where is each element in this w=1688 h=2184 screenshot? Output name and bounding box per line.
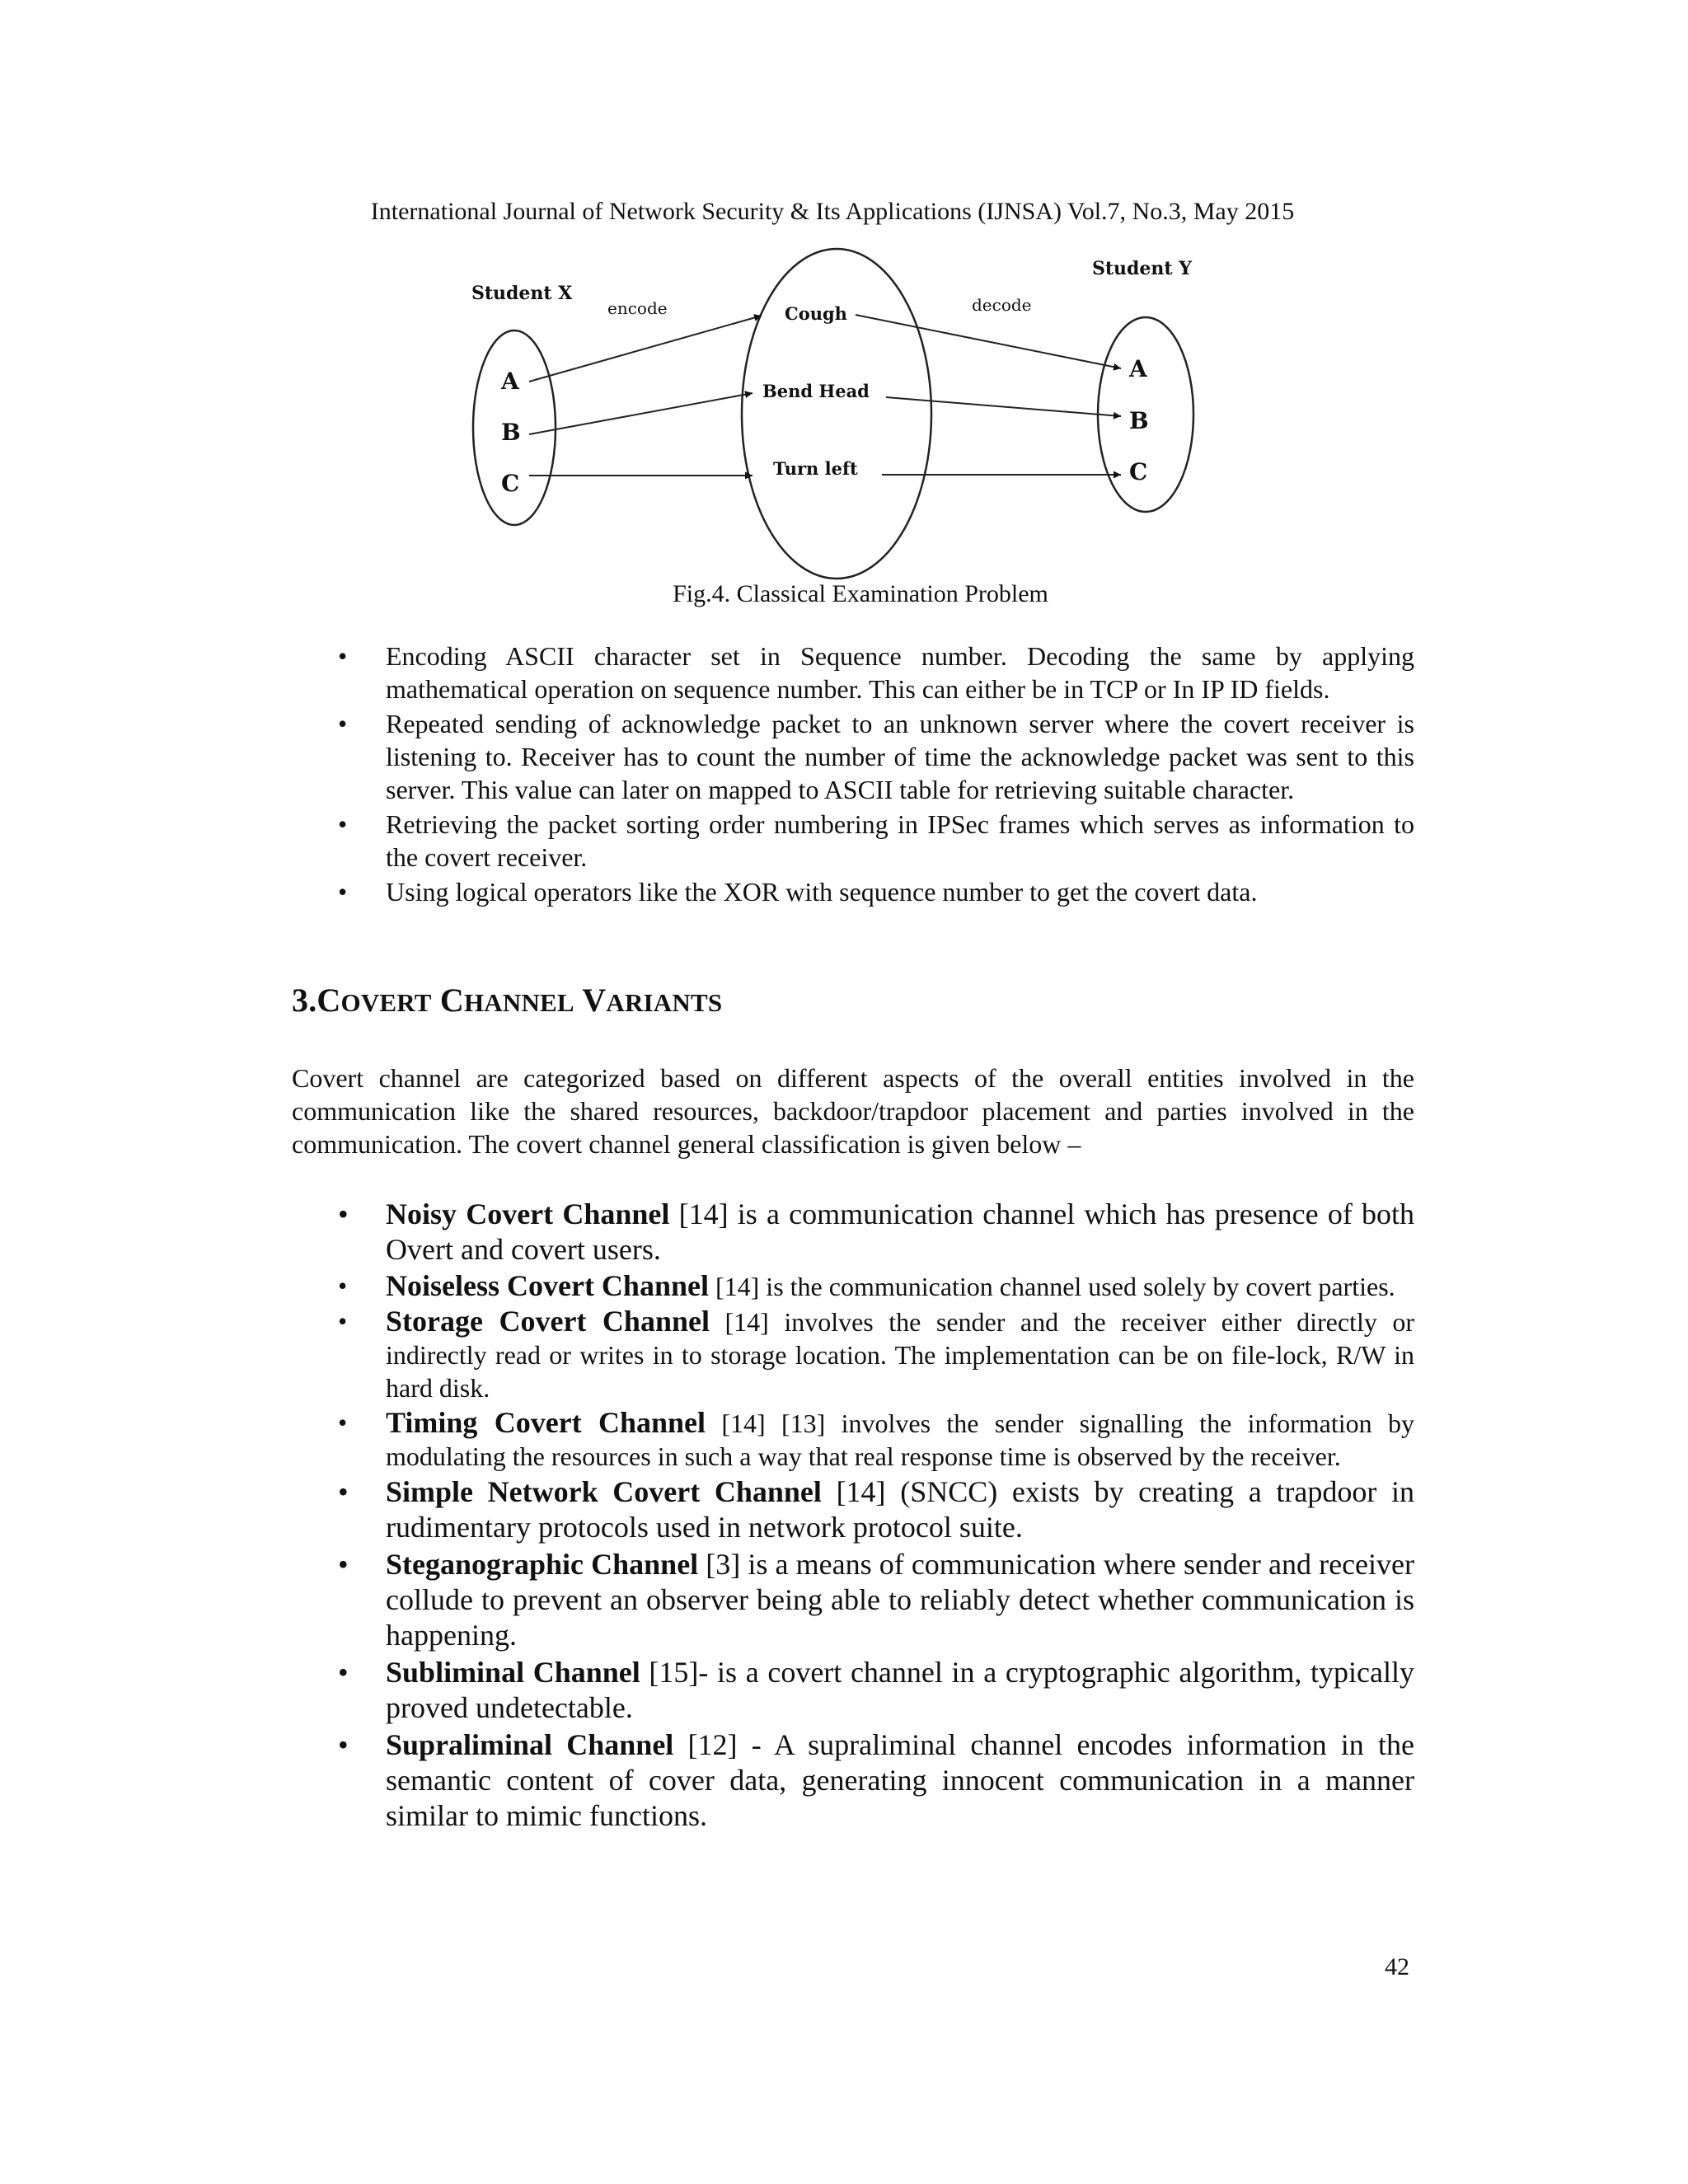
heading-cap: C xyxy=(316,982,341,1019)
definition: [14] (SNCC) exists by creating a trapdoor in rudimentary protocols used in network protocol suite. xyxy=(386,1475,1414,1544)
term: Noiseless Covert Channel xyxy=(386,1269,709,1302)
list-item xyxy=(386,1197,1414,1268)
item-cough: Cough xyxy=(785,303,847,324)
definition: [3] is a means of communication where sender and receiver collude to prevent an observer being able to reliably detect whether communication is happening. xyxy=(386,1548,1415,1652)
term: Noisy Covert Channel xyxy=(386,1197,670,1230)
left-letter-b: B xyxy=(501,419,521,446)
term: Steganographic Channel xyxy=(386,1548,699,1581)
page-number: 42 xyxy=(1385,1953,1409,1980)
definition: [14] [13] involves the sender signalling the information by modulating the resources in such a way that real response time is observed by the receiver. xyxy=(386,1408,1414,1471)
journal-header xyxy=(0,198,1688,226)
list-item xyxy=(386,1406,1414,1473)
arrow-a-to-cough xyxy=(529,316,762,382)
list-item xyxy=(386,1547,1414,1653)
definition: [14] is a communication channel which has presence of both Overt and covert users. xyxy=(386,1197,1415,1266)
list-item xyxy=(386,1655,1414,1726)
heading-smallcaps: ARIANTS xyxy=(606,988,723,1017)
figure-caption xyxy=(0,580,1688,608)
figure-caption-text: Fig.4. Classical Examination Problem xyxy=(673,580,1048,607)
method-list xyxy=(386,640,1414,910)
arrow-b-to-bend-head xyxy=(529,393,753,434)
term: Timing Covert Channel xyxy=(386,1406,706,1439)
item-turn-left: Turn left xyxy=(773,458,858,479)
left-letter-a: A xyxy=(501,368,519,395)
list-item xyxy=(386,1727,1414,1834)
student-y-label: Student Y xyxy=(1092,258,1192,279)
arrow-bend-head-to-b xyxy=(886,397,1121,416)
section-heading xyxy=(292,981,722,1019)
decode-label: decode xyxy=(972,295,1032,315)
list-item xyxy=(386,1305,1414,1404)
list-item: • Retrieving the packet sorting order numbering in IPSec frames which serves as information to the covert receiver. xyxy=(386,808,1414,874)
journal-header-text: International Journal of Network Security & Its Applications (IJNSA) Vol.7, No.3, May 2015 xyxy=(370,198,1295,225)
item-bend-head: Bend Head xyxy=(762,381,870,401)
heading-cap: C xyxy=(439,982,464,1019)
definition: [15]- is a covert channel in a cryptographic algorithm, typically proved undetectable. xyxy=(386,1656,1414,1724)
definition: [14] involves the sender and the receiver either directly or indirectly read or writes in to storage location. The implementation can be on file-lock, R/W in hard disk. xyxy=(386,1307,1415,1403)
left-letter-c: C xyxy=(501,470,520,497)
student-x-label: Student X xyxy=(471,283,573,304)
intro-paragraph: Covert channel are categorized based on different aspects of the overall entities involved in the communication like the shared resources, backdoor/trapdoor placement and parties involved in the communication. The covert channel general classification is given below – xyxy=(292,1063,1414,1159)
encode-label: encode xyxy=(607,298,668,318)
right-letter-b: B xyxy=(1129,407,1149,434)
list-item: • Repeated sending of acknowledge packet to an unknown server where the covert receiver is listening to. Receiver has to count the number of time the acknowledge packet was sent to this server. This value can later on mapped to ASCII table for retrieving suitable character. xyxy=(386,707,1414,806)
right-letter-c: C xyxy=(1129,458,1148,485)
term: Storage Covert Channel xyxy=(386,1305,710,1338)
heading-smallcaps: HANNEL xyxy=(463,988,574,1017)
definition: [12] - A supraliminal channel encodes information in the semantic content of cover data, generating innocent communication in a manner similar to mimic functions. xyxy=(386,1728,1414,1832)
arrow-cough-to-a xyxy=(856,315,1121,368)
channel-variant-list xyxy=(386,1197,1414,1835)
heading-smallcaps: OVERT xyxy=(340,988,432,1017)
list-item: • Encoding ASCII character set in Sequence number. Decoding the same by applying mathematical operation on sequence number. This can either be in TCP or In IP ID fields. xyxy=(386,640,1414,705)
list-item xyxy=(386,1269,1414,1303)
section-number: 3. xyxy=(292,982,317,1019)
term: Supraliminal Channel xyxy=(386,1728,674,1761)
middle-ellipse xyxy=(742,249,931,579)
right-letter-a: A xyxy=(1129,355,1147,382)
examination-diagram xyxy=(457,243,1216,581)
term: Simple Network Covert Channel xyxy=(386,1475,822,1508)
list-item: • Using logical operators like the XOR with sequence number to get the covert data. xyxy=(386,875,1414,908)
definition: [14] is the communication channel used solely by covert parties. xyxy=(708,1272,1395,1301)
term: Subliminal Channel xyxy=(386,1656,640,1689)
heading-cap: V xyxy=(582,982,607,1019)
list-item xyxy=(386,1474,1414,1545)
